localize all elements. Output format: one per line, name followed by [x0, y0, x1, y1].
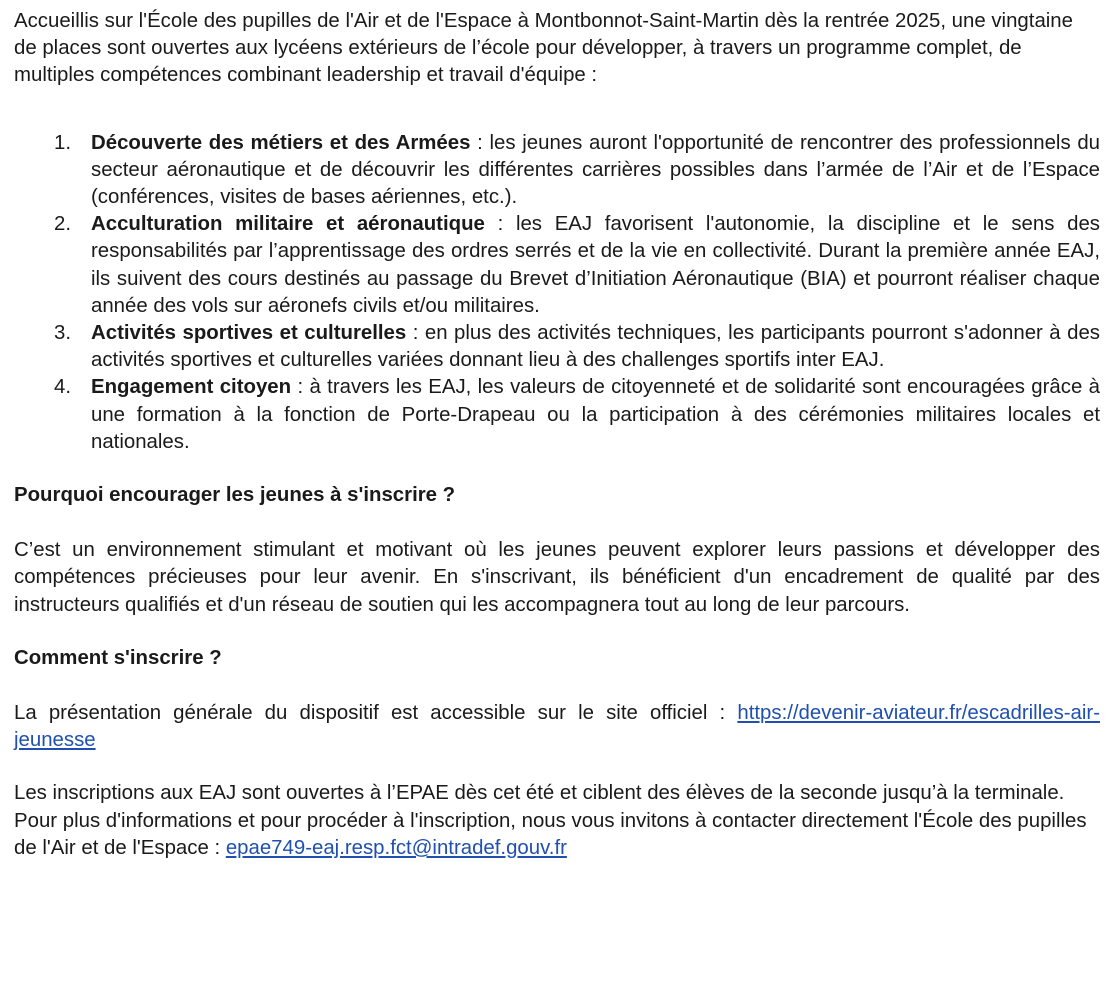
- list-number: 3.: [54, 322, 72, 345]
- list-item: [54, 130, 1100, 212]
- list-item-text: : en plus des activités techniques, les participants pourront s'adonner à des activités sportives et culturelles variées donnant lieu à des challenges sportifs inter EAJ.: [91, 322, 1101, 372]
- list-item: [54, 211, 1100, 320]
- list-item-title: Acculturation militaire et aéronautique: [91, 213, 485, 236]
- list-item: [54, 374, 1100, 456]
- how-paragraph: [14, 700, 1100, 754]
- list-item-title: Découverte des métiers et des Armées: [91, 131, 471, 154]
- why-heading: Pourquoi encourager les jeunes à s'inscrire ?: [14, 484, 456, 507]
- email-link[interactable]: epae749-eaj.resp.fct@intradef.gouv.fr: [225, 836, 567, 859]
- list-number: 4.: [54, 376, 72, 399]
- registration-paragraph: [14, 780, 1100, 862]
- how-heading: Comment s'inscrire ?: [14, 646, 222, 669]
- why-paragraph: C’est un environnement stimulant et motivant où les jeunes peuvent explorer leurs passions et développer des compétences précieuses pour leur avenir. En s'inscrivant, ils bénéficient d'un encadrement de qualité par des instructeurs qualifiés et d'un réseau de soutien qui les accompagnera tout au long de leur parcours.: [14, 539, 1100, 616]
- how-text: La présentation générale du dispositif est accessible sur le site officiel :: [14, 702, 738, 725]
- list-item-title: Activités sportives et culturelles: [91, 322, 407, 345]
- list-item-title: Engagement citoyen: [91, 376, 292, 399]
- list-number: 2.: [54, 213, 72, 236]
- registration-text: Les inscriptions aux EAJ sont ouvertes à l’EPAE dès cet été et ciblent des élèves de la seconde jusqu’à la terminale. Pour plus d'informations et pour procéder à l'inscription, nous vous invitons à contacter directement l'École des pupilles de l'Air et de l'Espace :: [14, 782, 1087, 859]
- list-number: 1.: [54, 131, 72, 154]
- list-item: [54, 320, 1101, 374]
- website-link[interactable]: https://devenir-aviateur.fr/escadrilles-air-jeunesse: [14, 702, 1100, 752]
- list-item-text: : à travers les EAJ, les valeurs de citoyenneté et de solidarité sont encouragées grâce à une formation à la fonction de Porte-Drapeau ou la participation à des cérémonies militaires locales et nationales.: [91, 376, 1100, 453]
- intro-paragraph: Accueillis sur l'École des pupilles de l'Air et de l'Espace à Montbonnot-Saint-Martin dès la rentrée 2025, une vingtaine de places sont ouvertes aux lycéens extérieurs de l’école pour développer, à travers un programme complet, de multiples compétences combinant leadership et travail d'équipe :: [14, 10, 1073, 87]
- list-item-text: : les jeunes auront l'opportunité de rencontrer des professionnels du secteur aéronautique et de découvrir les différentes carrières possibles dans l’armée de l’Air et de l’Espace (conférences, visites de bases aériennes, etc.).: [91, 131, 1100, 209]
- list-item-text: : les EAJ favorisent l'autonomie, la discipline et le sens des responsabilités par l’apprentissage des ordres serrés et de la vie en collectivité. Durant la première année EAJ, ils suivent des cours destinés au passage du Brevet d’Initiation Aéronautique (BIA) et pourront réaliser chaque année des vols sur aéronefs civils et/ou militaires.: [91, 213, 1100, 317]
- program-list: [14, 130, 1100, 456]
